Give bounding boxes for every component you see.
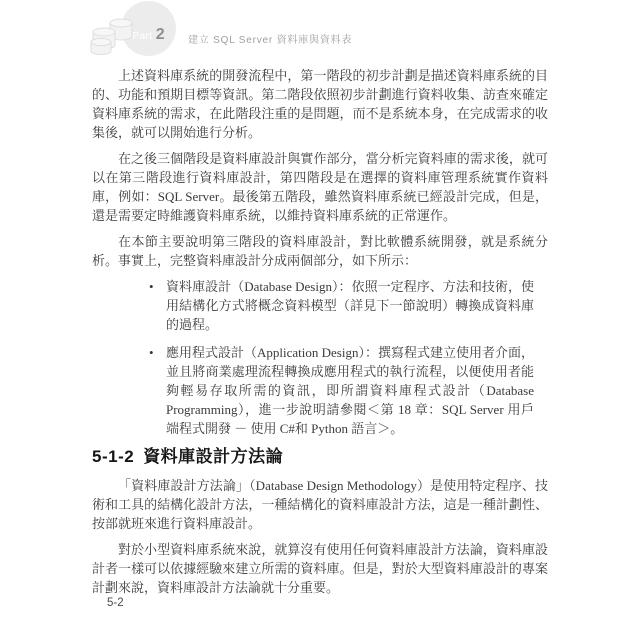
paragraph: 在之後三個階段是資料庫設計與實作部分，當分析完資料庫的需求後，就可以在第三階段進行資料庫設計，第四階段是在選擇的資料庫管理系統實作資料庫，例如：SQL Server。最後第五階段，雖然資料庫系統已經設計完成，但是，還是需要定時維護資料庫系統，以維持資料庫系統的正常運作。 — [92, 151, 548, 223]
paragraph: 在本節主要說明第三階段的資料庫設計，對比軟體系統開發，就是系統分析。事實上，完整資料庫設計分成兩個部分，如下所示： — [92, 234, 548, 268]
chapter-title: 建立 SQL Server 資料庫與資料表 — [188, 35, 353, 46]
paragraph: 對於小型資料庫系統來說，就算沒有使用任何資料庫設計方法論，資料庫設計者一樣可以依據經驗來建立所需的資料庫。但是，對於大型資料庫設計的專案計劃來說，資料庫設計方法論就十分重要。 — [92, 542, 548, 595]
bullet-icon: • — [149, 279, 154, 294]
section-heading — [92, 447, 548, 466]
page-number: 5-2 — [107, 597, 124, 609]
page-content — [92, 66, 548, 604]
bullet-icon: • — [149, 345, 154, 360]
section-title: 資料庫設計方法論 — [143, 447, 284, 466]
part-number: 2 — [155, 26, 165, 43]
list-item — [149, 277, 534, 334]
list-item-text: 應用程式設計（Application Design）：撰寫程式建立使用者介面，並且將商業處理流程轉換成應用程式的執行流程，以便使用者能夠輕易存取所需的資訊，即所謂資料庫程式設計（Database Programming），進一步說明請參閱＜第 18 章：SQL Server 用戶端程式開發 － 使用 C#和 Python 語言＞。 — [166, 345, 534, 436]
database-stack-icon — [89, 13, 137, 62]
section-number: 5-1-2 — [92, 447, 135, 466]
list-item-text: 資料庫設計（Database Design）：依照一定程序、方法和技術，使用結構化方式將概念資料模型（詳見下一節說明）轉換成資料庫的過程。 — [166, 279, 534, 332]
part-label: Part — [132, 31, 153, 42]
list-item — [149, 343, 534, 438]
paragraph: 「資料庫設計方法論」（Database Design Methodology）是使用特定程序、技術和工具的結構化設計方法，一種結構化的資料庫設計方法，這是一種計劃性、按部就班來進行資料庫設計。 — [92, 478, 548, 531]
bullet-list — [149, 277, 534, 438]
paragraph: 上述資料庫系統的開發流程中，第一階段的初步計劃是描述資料庫系統的目的、功能和預期目標等資訊。第二階段依照初步計劃進行資料收集、訪查來確定資料庫系統的需求，在此階段注重的是問題，而不是系統本身，在完成需求的收集後，就可以開始進行分析。 — [92, 68, 548, 140]
